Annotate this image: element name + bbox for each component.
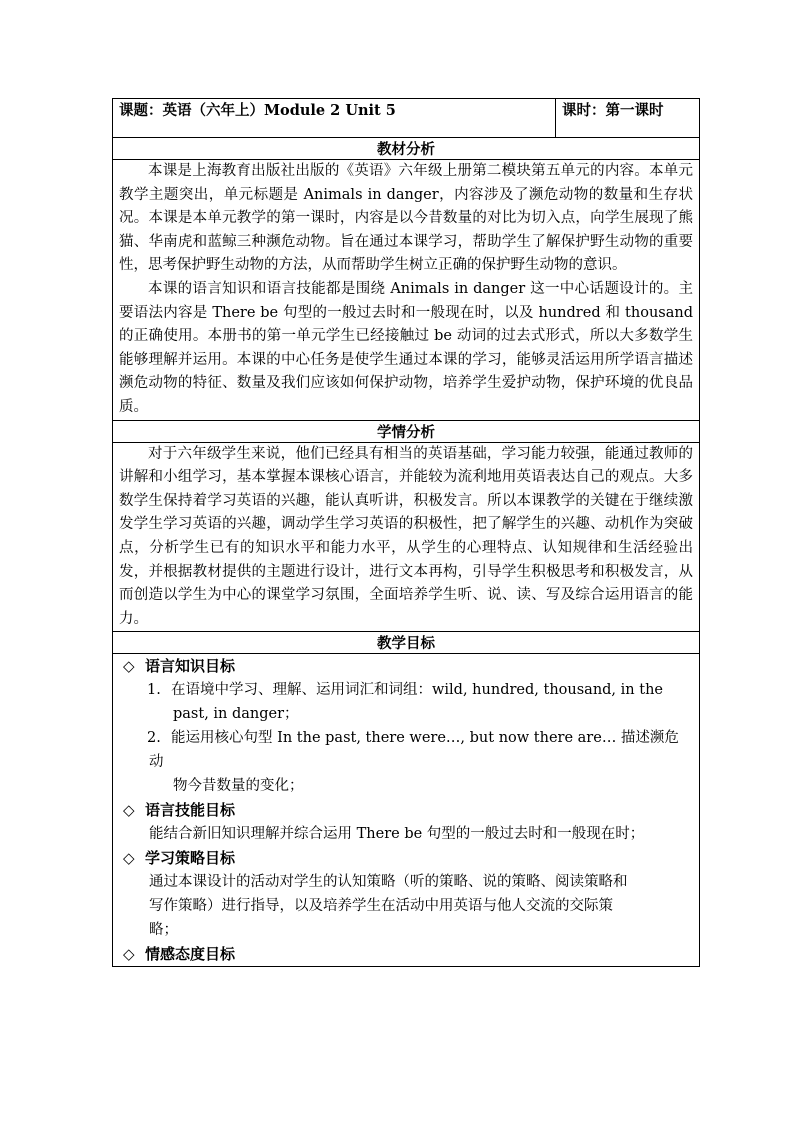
textbook-analysis-body <box>113 160 700 421</box>
student-analysis-heading: 学情分析 <box>113 420 700 442</box>
goal-language-skill <box>119 798 693 822</box>
title-row <box>113 99 700 138</box>
goal-item <box>119 678 693 726</box>
goal-title-text: 情感态度目标 <box>145 945 236 964</box>
item-number: 2. <box>147 730 161 747</box>
goal-learning-strategy <box>119 846 693 870</box>
goal-title-text: 语言技能目标 <box>145 801 236 820</box>
section-body-goals <box>113 654 700 967</box>
diamond-bullet-icon: ◇ <box>123 801 135 820</box>
textbook-analysis-heading: 教材分析 <box>113 138 700 160</box>
item-number: 1. <box>147 682 161 699</box>
goal-text-line: 通过本课设计的活动对学生的认知策略（听的策略、说的策略、阅读策略和 <box>149 874 628 891</box>
student-paragraph-1: 对于六年级学生来说，他们已经具有相当的英语基础，学习能力较强，能通过教师的讲解和小组学习，基本掌握本课核心语言，并能较为流利地用英语表达自己的观点。大多数学生保持着学习英语的兴趣，能认真听讲，积极发言。所以本课教学的关键在于继续激发学生学习英语的兴趣，调动学生学习英语的积极性，把了解学生的兴趣、动机作为突破点，分析学生已有的知识水平和能力水平，从学生的心理特点、认知规律和生活经验出发，并根据教材提供的主题进行设计，进行文本再构，引导学生积极思考和积极发言，从而创造以学生为中心的课堂学习氛围，全面培养学生听、说、读、写及综合运用语言的能力。 <box>119 445 693 627</box>
section-body-student <box>113 442 700 632</box>
teaching-goals-body <box>113 654 700 967</box>
section-header-goals <box>113 632 700 654</box>
goal-text-line: 略； <box>149 922 178 939</box>
student-analysis-body <box>113 442 700 632</box>
lesson-plan-table <box>112 98 700 967</box>
lesson-period: 课时：第一课时 <box>556 99 700 138</box>
goal-text-line: 写作策略）进行指导，以及培养学生在活动中用英语与他人交流的交际策 <box>149 898 613 915</box>
diamond-bullet-icon: ◇ <box>123 945 135 964</box>
section-header-textbook <box>113 138 700 160</box>
item-text-continued: 物今昔数量的变化； <box>173 778 304 795</box>
item-text-continued: past, in danger； <box>173 706 299 723</box>
textbook-paragraph-2: 本课的语言知识和语言技能都是围绕 Animals in danger 这一中心话题设计的。主要语法内容是 There be 句型的一般过去时和一般现在时，以及 hundred 和 thousand 的正确使用。本册书的第一单元学生已经接触过 be 动词的过去式形式，所以大多数学生能够理解并运用。本课的中心任务是使学生通过本课的学习，能够灵活运用所学语言描述濒危动物的特征、数量及我们应该如何保护动物，培养学生爱护动物，保护环境的优良品质。 <box>119 280 693 415</box>
lesson-title: 课题：英语（六年上）Module 2 Unit 5 <box>113 99 556 138</box>
teaching-goals-heading: 教学目标 <box>113 632 700 654</box>
goal-emotion <box>119 942 693 966</box>
goal-title-text: 语言知识目标 <box>145 657 236 676</box>
goal-language-knowledge <box>119 654 693 678</box>
goal-item <box>119 726 693 798</box>
diamond-bullet-icon: ◇ <box>123 657 135 676</box>
goal-text: 能结合新旧知识理解并综合运用 There be 句型的一般过去时和一般现在时； <box>149 826 645 843</box>
item-text: 能运用核心句型 In the past, there were…, but now there are… 描述濒危动 <box>149 730 679 771</box>
item-text: 在语境中学习、理解、运用词汇和词组：wild, hundred, thousand, in the <box>171 682 663 699</box>
goal-title-text: 学习策略目标 <box>145 849 236 868</box>
section-header-student <box>113 420 700 442</box>
section-body-textbook <box>113 160 700 421</box>
diamond-bullet-icon: ◇ <box>123 849 135 868</box>
textbook-paragraph-1: 本课是上海教育出版社出版的《英语》六年级上册第二模块第五单元的内容。本单元教学主题突出，单元标题是 Animals in danger，内容涉及了濒危动物的数量和生存状况。本课是本单元教学的第一课时，内容是以今昔数量的对比为切入点，向学生展现了熊猫、华南虎和蓝鲸三种濒危动物。旨在通过本课学习，帮助学生了解保护野生动物的重要性，思考保护野生动物的方法，从而帮助学生树立正确的保护野生动物的意识。 <box>119 163 693 274</box>
